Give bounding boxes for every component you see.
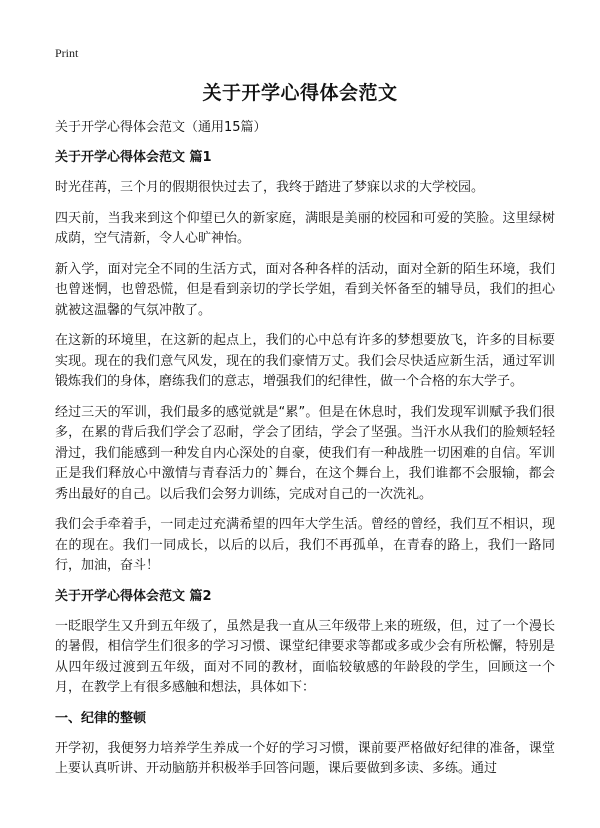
paragraph: 一眨眼学生又升到五年级了，虽然是我一直从三年级带上来的班级，但，过了一个漫长的暑假，相信学生们很多的学习习惯、课堂纪律要求等都或多或少会有所松懈，特别是从四年级过渡到五年级，面对不同的教材，面临较敏感的年龄段的学生，回顾这一个月，在教学上有很多感触和想法，具体如下：	[55, 618, 555, 695]
page-title: 关于开学心得体会范文	[202, 82, 398, 104]
paragraph: 新入学，面对完全不同的生活方式，面对各种各样的活动，面对全新的陌生环境，我们也曾迷惘，也曾恐慌，但是看到亲切的学长学姐，看到关怀备至的辅导员，我们的担心就被这温馨的气氛冲散了。	[55, 261, 555, 318]
document-subtitle: 关于开学心得体会范文（通用15篇）	[55, 120, 267, 135]
paragraph: 经过三天的军训，我们最多的感觉就是“累”。但是在休息时，我们发现军训赋予我们很多，在累的背后我们学会了忍耐，学会了团结，学会了坚强。当汗水从我们的脸颊轻轻滑过，我们能感到一种发自内心深处的自豪，使我们有一种战胜一切困难的自信。军训正是我们释放心中激情与青春活力的`舞台，在这个舞台上，我们谁都不会服输，都会秀出最好的自己。以后我们会努力训练，完成对自己的一次洗礼。	[55, 404, 555, 502]
paragraph: 四天前，当我来到这个仰望已久的新家庭，满眼是美丽的校园和可爱的笑脸。这里绿树成荫，空气清新，令人心旷神怡。	[55, 210, 555, 246]
section-heading-2: 关于开学心得体会范文 篇2	[55, 588, 212, 604]
document-body	[55, 118, 555, 790]
subsection-heading: 一、纪律的整顿	[55, 710, 147, 726]
print-link[interactable]: Print	[55, 46, 79, 60]
paragraph: 开学初，我便努力培养学生养成一个好的学习习惯，课前要严格做好纪律的准备，课堂上要认真听讲、开动脑筋并积极举手回答问题，课后要做到多读、多练。通过	[55, 740, 555, 776]
paragraph: 时光荏苒，三个月的假期很快过去了，我终于踏进了梦寐以求的大学校园。	[55, 180, 485, 195]
paragraph: 在这新的环境里，在这新的起点上，我们的心中总有许多的梦想要放飞，许多的目标要实现。现在的我们意气风发，现在的我们豪情万丈。我们会尽快适应新生活，通过军训锻炼我们的身体，磨练我们的意志，增强我们的纪律性，做一个合格的东大学子。	[55, 333, 555, 389]
section-heading-1: 关于开学心得体会范文 篇1	[55, 150, 212, 165]
paragraph: 我们会手牵着手，一同走过充满希望的四年大学生活。曾经的曾经，我们互不相识，现在的现在。我们一同成长，以后的以后，我们不再孤单，在青春的路上，我们一路同行，加油，奋斗！	[55, 517, 555, 573]
